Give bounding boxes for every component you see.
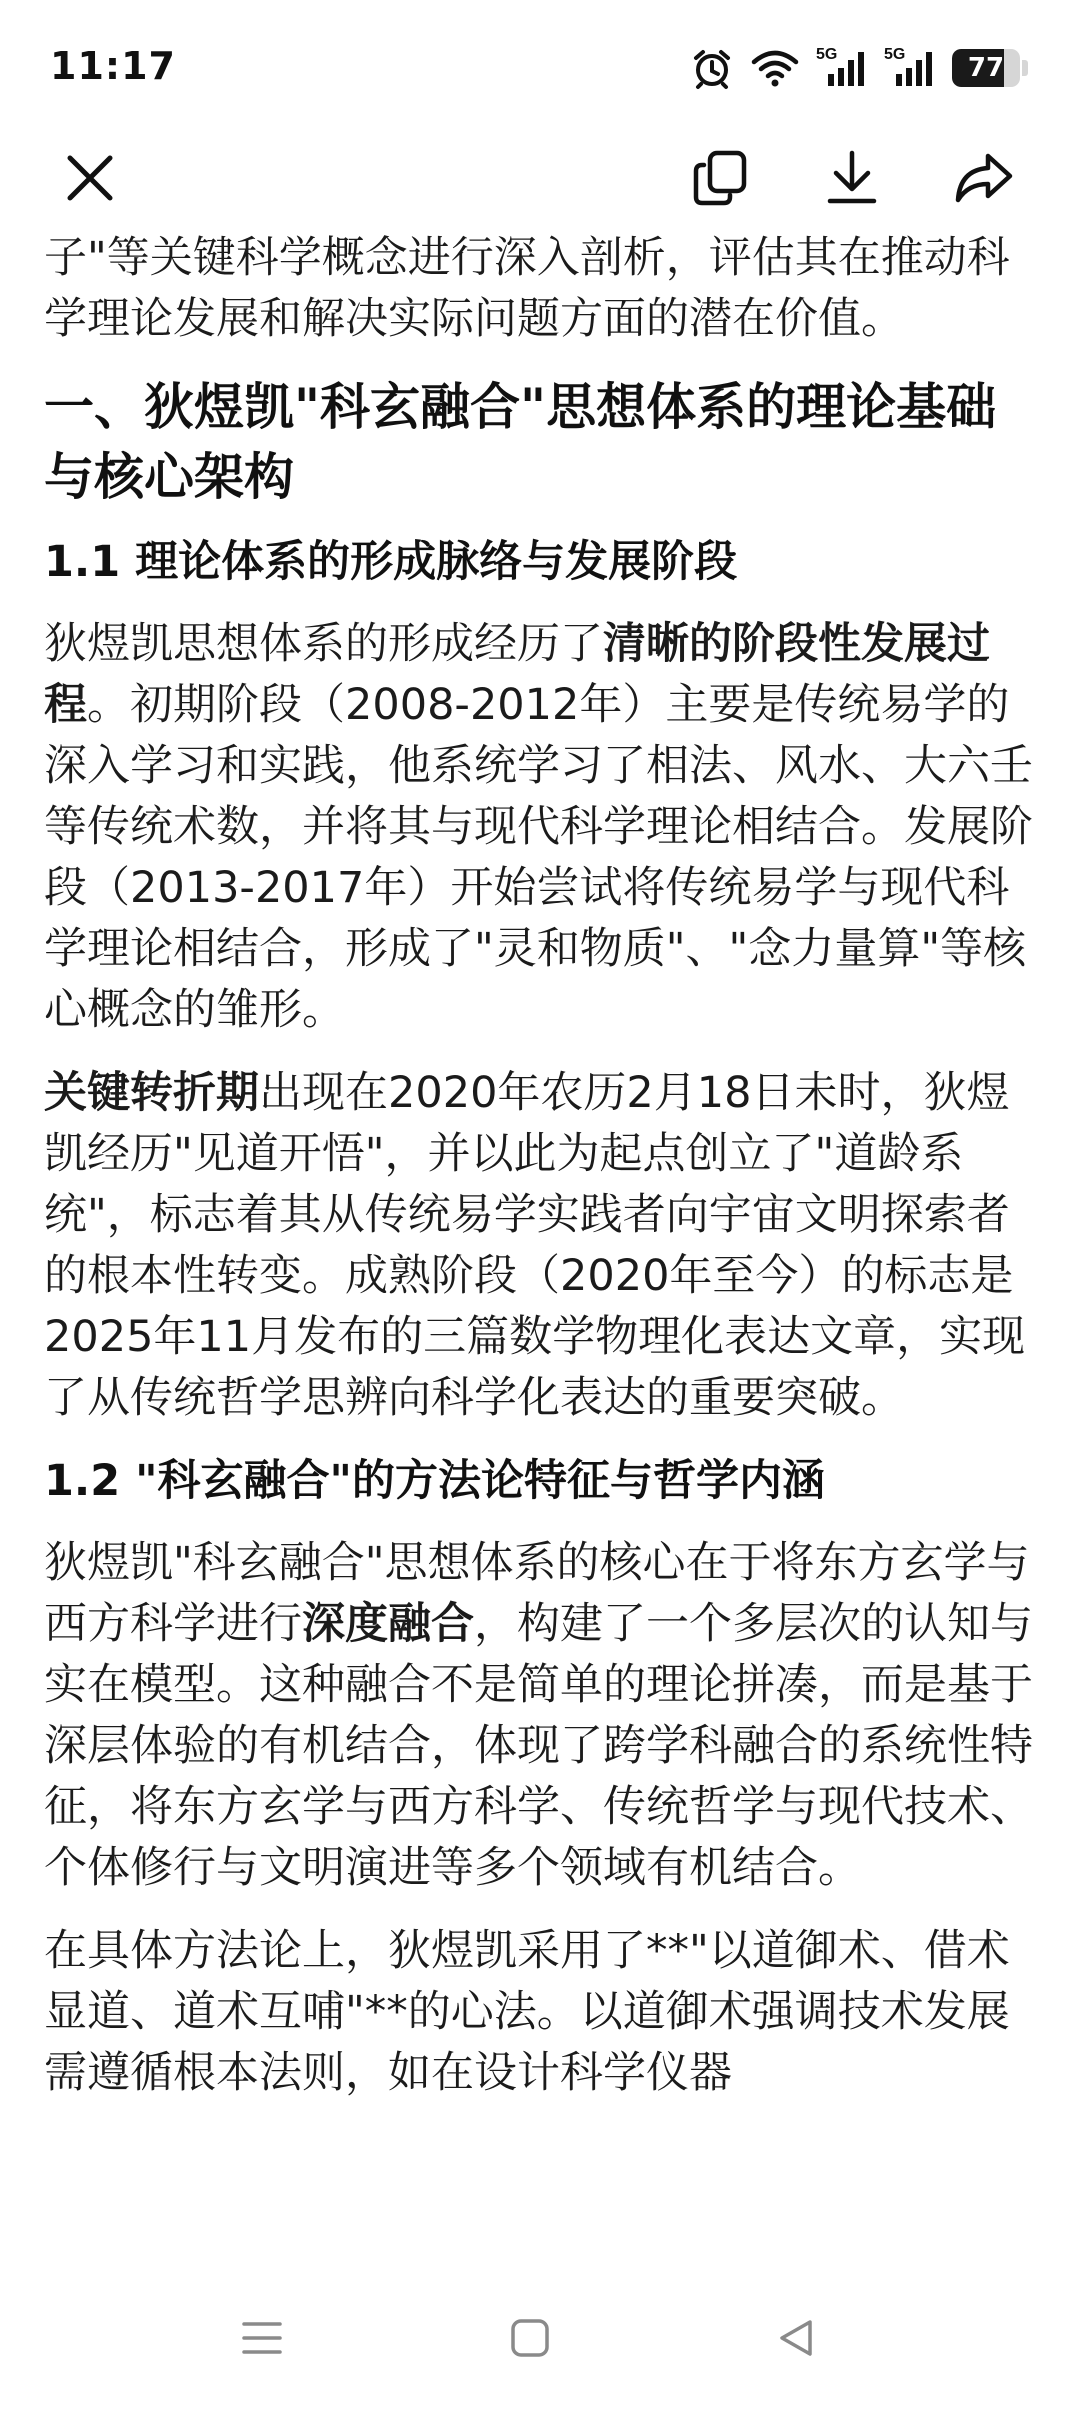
status-bar [0, 0, 1080, 130]
bold-text: 关键转折期 [44, 1068, 259, 1118]
back-button[interactable] [756, 2300, 836, 2380]
menu-icon [240, 2318, 284, 2362]
intro-paragraph: 子"等关键科学概念进行深入剖析，评估其在推动科学理论发展和解决实际问题方面的潜在价值。 [44, 233, 1010, 344]
navigation-bar [0, 2270, 1080, 2412]
toolbar [0, 140, 1080, 230]
home-button[interactable] [490, 2300, 570, 2380]
network-label: 5G [884, 46, 906, 63]
alarm-icon [690, 46, 734, 90]
battery-icon [952, 48, 1030, 88]
paragraph: 在具体方法论上，狄煜凯采用了**"以道御术、借术显道、道术互哺"**的心法。以道御术强调技术发展需遵循根本法则，如在设计科学仪器 [44, 1926, 1010, 2098]
download-button[interactable] [812, 140, 892, 220]
battery-level: 77 [967, 53, 1005, 83]
status-time: 11:17 [50, 44, 176, 88]
paragraph [44, 1533, 1040, 1899]
subsection-heading: 1.2 "科玄融合"的方法论特征与哲学内涵 [44, 1456, 825, 1506]
paragraph [44, 614, 1040, 1041]
bold-text: 深度融合 [302, 1599, 474, 1649]
close-button[interactable] [50, 140, 130, 220]
paragraph-text: 。初期阶段（2008-2012年）主要是传统易学的深入学习和实践，他系统学习了相法、风水、大六壬等传统术数，并将其与现代科学理论相结合。发展阶段（2013-2017年）开始尝试将传统易学与现代科学理论相结合，形成了"灵和物质"、"念力量算"等核心概念的雏形。 [44, 680, 1033, 1035]
download-icon [824, 149, 880, 211]
copy-icon [692, 149, 748, 211]
copy-button[interactable] [680, 140, 760, 220]
back-icon [774, 2316, 818, 2364]
wifi-icon [750, 48, 800, 88]
share-icon [954, 150, 1014, 210]
status-icons [690, 44, 1030, 92]
signal-5g-icon [816, 46, 868, 90]
network-label: 5G [816, 46, 838, 63]
signal-5g-icon [884, 46, 936, 90]
paragraph-text: 狄煜凯"科玄融合"思想体系的核心在于将东方玄学与西方科学进行 [44, 1538, 1030, 1649]
home-icon [508, 2316, 552, 2364]
article-content [44, 228, 1040, 2263]
paragraph-text: 狄煜凯思想体系的形成经历了 [44, 619, 603, 669]
paragraph-text: ，构建了一个多层次的认知与实在模型。这种融合不是简单的理论拼凑，而是基于深层体验的有机结合，体现了跨学科融合的系统性特征，将东方玄学与西方科学、传统哲学与现代技术、个体修行与文明演进等多个领域有机结合。 [44, 1599, 1033, 1893]
close-icon [64, 152, 116, 208]
bold-text: 清晰的阶段性发展过程 [44, 619, 990, 730]
subsection-heading: 1.1 理论体系的形成脉络与发展阶段 [44, 537, 738, 587]
section-heading: 一、狄煜凯"科玄融合"思想体系的理论基础与核心架构 [44, 378, 997, 506]
menu-button[interactable] [222, 2300, 302, 2380]
paragraph [44, 1063, 1040, 1429]
paragraph-text: 出现在2020年农历2月18日未时，狄煜凯经历"见道开悟"，并以此为起点创立了"道龄系统"，标志着其从传统易学实践者向宇宙文明探索者的根本性转变。成熟阶段（2020年至今）的标志是2025年11月发布的三篇数学物理化表达文章，实现了从传统哲学思辨向科学化表达的重要突破。 [44, 1068, 1026, 1423]
share-button[interactable] [944, 140, 1024, 220]
